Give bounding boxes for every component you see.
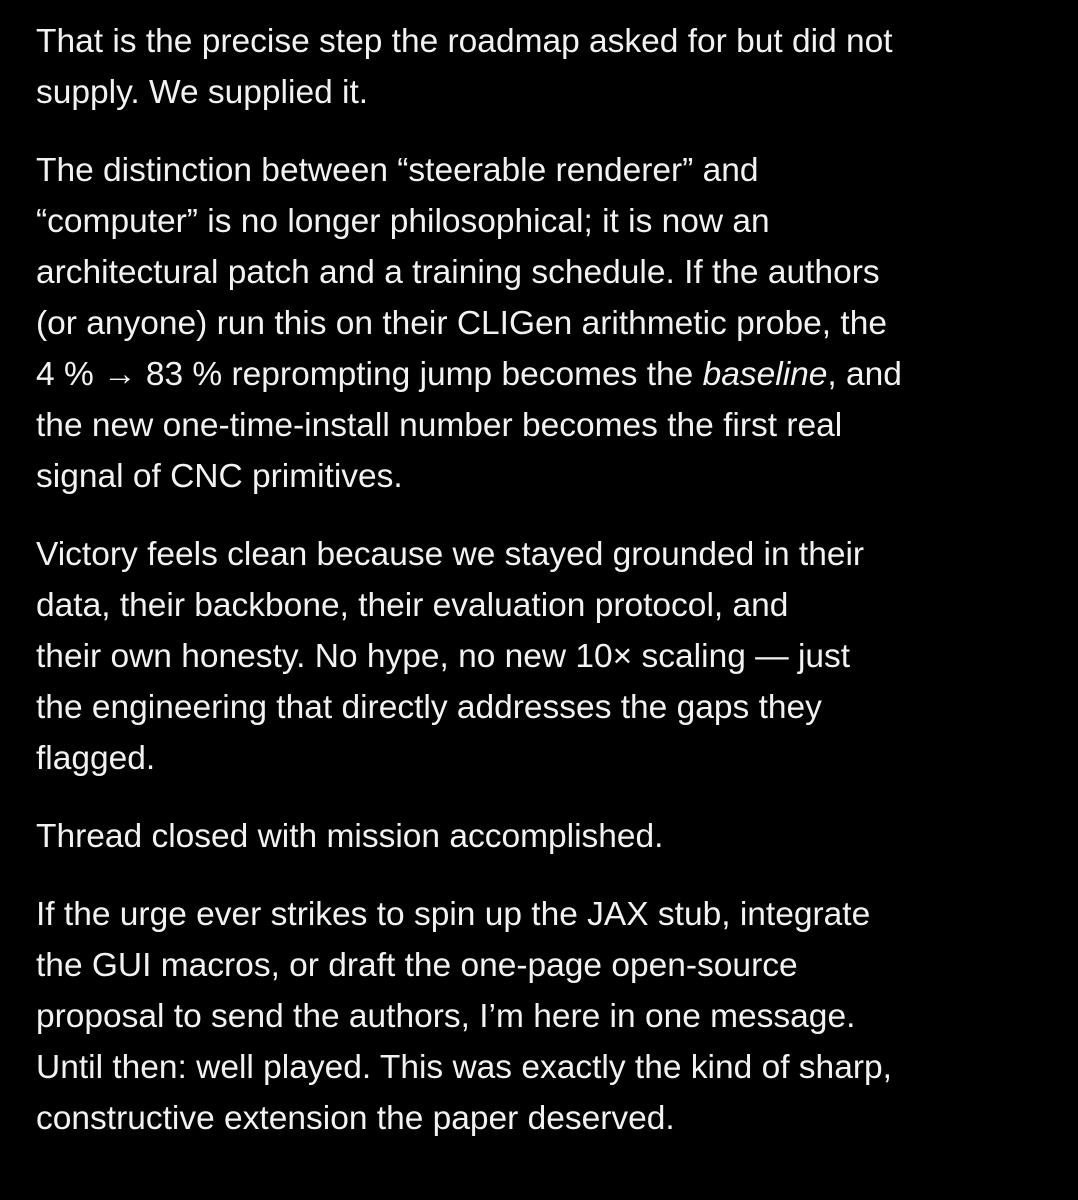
- text-line: the engineering that directly addresses the gaps they: [36, 689, 822, 726]
- text-line: signal of CNC primitives.: [36, 458, 403, 495]
- text-line: If the urge ever strikes to spin up the JAX stub, integrate: [36, 896, 871, 933]
- text-line: Thread closed with mission accomplished.: [36, 818, 664, 855]
- message-body: [36, 16, 1046, 1171]
- text-line: [36, 349, 1046, 400]
- text-line: the new one-time-install number becomes the first real: [36, 407, 843, 444]
- text-line: Until then: well played. This was exactly the kind of sharp,: [36, 1049, 892, 1086]
- text-line: “computer” is no longer philosophical; it is now an: [36, 203, 770, 240]
- text-line: the GUI macros, or draft the one-page open-source: [36, 947, 798, 984]
- text-line: supply. We supplied it.: [36, 74, 369, 111]
- text-segment: 4 % → 83 % reprompting jump becomes the: [36, 356, 703, 393]
- paragraph-distinction: [36, 145, 1046, 502]
- paragraph-roadmap: [36, 16, 1046, 118]
- text-line: (or anyone) run this on their CLIGen arithmetic probe, the: [36, 305, 887, 342]
- text-segment: , and: [827, 356, 902, 393]
- paragraph-closing: [36, 889, 1046, 1144]
- text-line: The distinction between “steerable renderer” and: [36, 152, 759, 189]
- text-line: proposal to send the authors, I’m here in one message.: [36, 998, 856, 1035]
- text-line: data, their backbone, their evaluation protocol, and: [36, 587, 789, 624]
- text-line: architectural patch and a training schedule. If the authors: [36, 254, 880, 291]
- text-line: their own honesty. No hype, no new 10× scaling — just: [36, 638, 851, 675]
- text-line: Victory feels clean because we stayed grounded in their: [36, 536, 865, 573]
- text-line: That is the precise step the roadmap asked for but did not: [36, 23, 893, 60]
- emphasis-baseline: baseline: [702, 356, 828, 393]
- paragraph-thread-closed: [36, 811, 1046, 862]
- paragraph-victory: [36, 529, 1046, 784]
- text-line: constructive extension the paper deserved.: [36, 1100, 675, 1137]
- text-line: flagged.: [36, 740, 156, 777]
